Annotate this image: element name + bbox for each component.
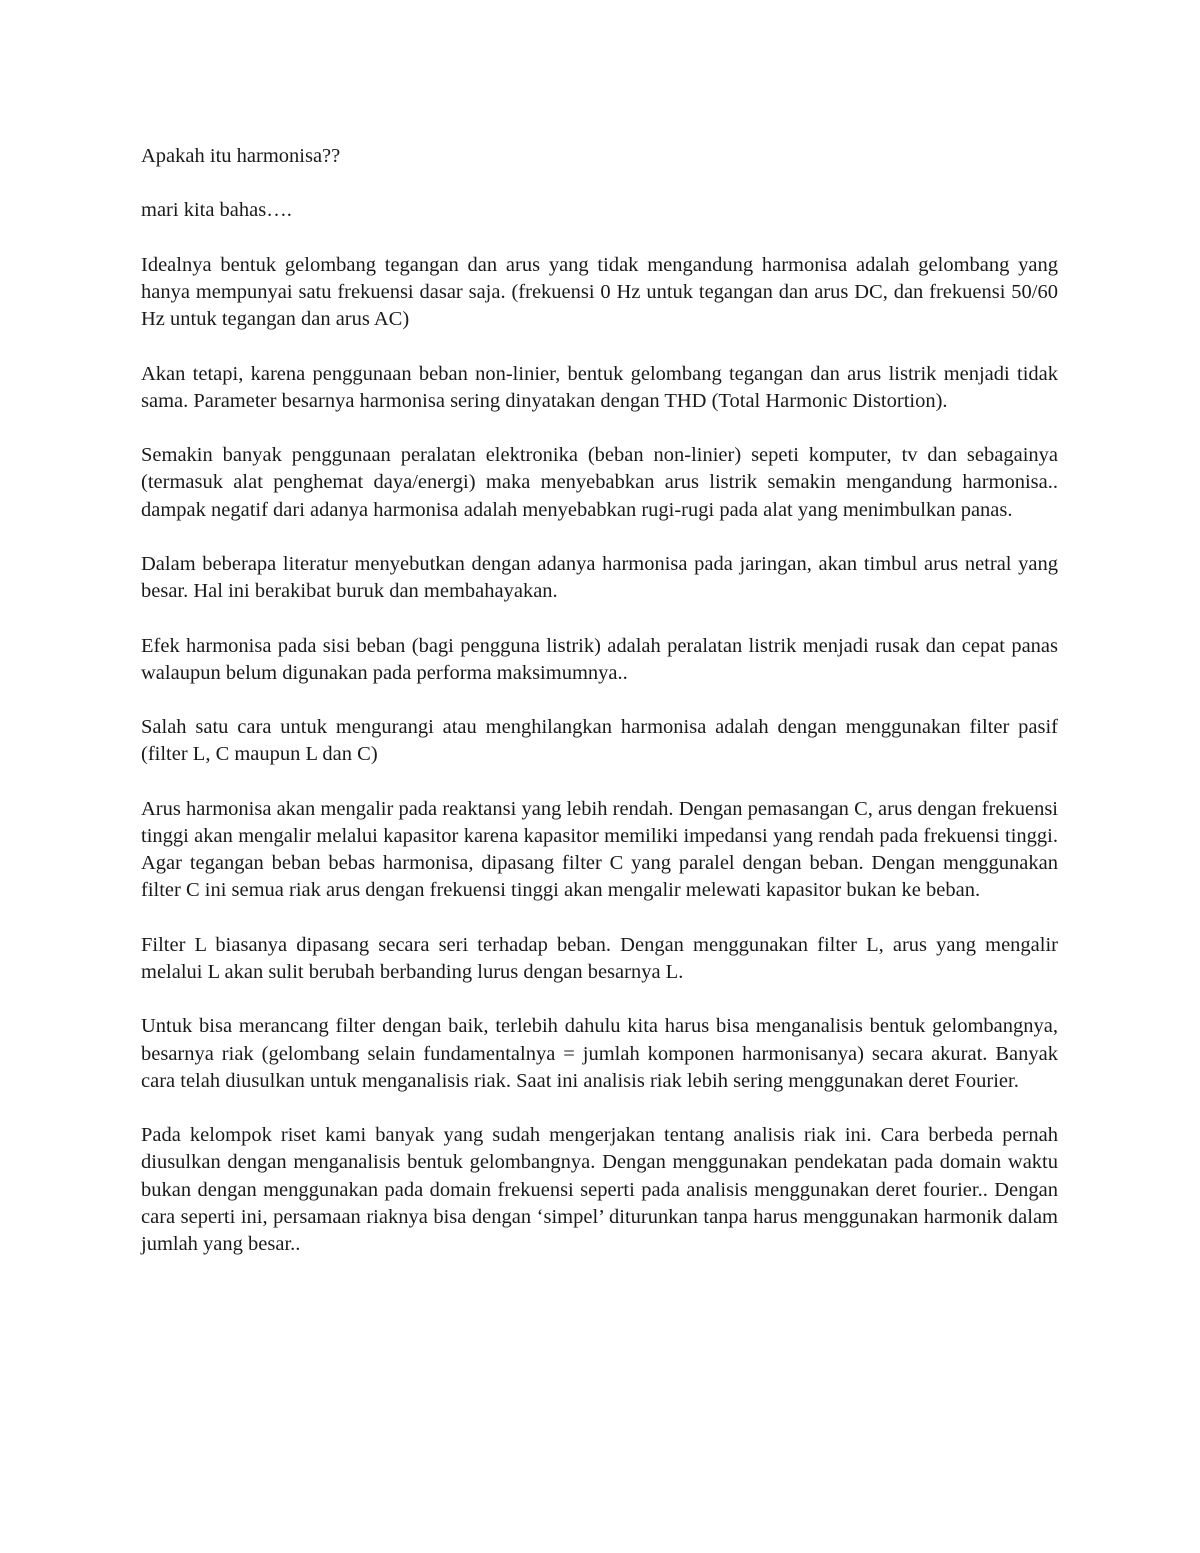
paragraph-electronics-usage: Semakin banyak penggunaan peralatan elektronika (beban non-linier) sepeti komputer, tv dan sebagainya (termasuk alat penghemat daya/energi) maka menyebabkan arus listrik semakin mengandung harmonisa.. dampak negatif dari adanya harmonisa adalah menyebabkan rugi-rugi pada alat yang menimbulkan panas. [141, 444, 1058, 521]
paragraph-ripple-analysis: Untuk bisa merancang filter dengan baik, terlebih dahulu kita harus bisa menganalisis bentuk gelombangnya, besarnya riak (gelombang selain fundamentalnya = jumlah komponen harmonisanya) secara akurat. Banyak cara telah diusulkan untuk menganalisis riak. Saat ini analisis riak lebih sering menggunakan deret Fourier. [141, 1015, 1058, 1092]
paragraph-passive-filter: Salah satu cara untuk mengurangi atau menghilangkan harmonisa adalah dengan menggunakan filter pasif (filter L, C maupun L dan C) [141, 716, 1058, 766]
paragraph-load-effect: Efek harmonisa pada sisi beban (bagi pengguna listrik) adalah peralatan listrik menjadi rusak dan cepat panas walaupun belum digunakan pada performa maksimumnya.. [141, 634, 1058, 684]
paragraph-title-question: Apakah itu harmonisa?? [141, 145, 341, 167]
paragraph-non-linear-load: Akan tetapi, karena penggunaan beban non-linier, bentuk gelombang tegangan dan arus listrik menjadi tidak sama. Parameter besarnya harmonisa sering dinyatakan dengan THD (Total Harmonic Distortion). [141, 362, 1058, 412]
paragraph-research-group: Pada kelompok riset kami banyak yang sudah mengerjakan tentang analisis riak ini. Cara berbeda pernah diusulkan dengan menganalisis bentuk gelombangnya. Dengan menggunakan pendekatan pada domain waktu bukan dengan menggunakan pada domain frekuensi seperti pada analisis menggunakan deret fourier.. Dengan cara seperti ini, persamaan riaknya bisa dengan ‘simpel’ diturunkan tanpa harus menggunakan harmonik dalam jumlah yang besar.. [141, 1124, 1058, 1255]
document-body [141, 143, 1058, 1285]
paragraph-inductor-filter: Filter L biasanya dipasang secara seri terhadap beban. Dengan menggunakan filter L, arus yang mengalir melalui L akan sulit berubah berbanding lurus dengan besarnya L. [141, 933, 1058, 983]
paragraph-intro: mari kita bahas…. [141, 199, 292, 222]
paragraph-ideal-waveform: Idealnya bentuk gelombang tegangan dan arus yang tidak mengandung harmonisa adalah gelombang yang hanya mempunyai satu frekuensi dasar saja. (frekuensi 0 Hz untuk tegangan dan arus DC, dan frekuensi 50/60 Hz untuk tegangan dan arus AC) [141, 253, 1058, 331]
paragraph-neutral-current: Dalam beberapa literatur menyebutkan dengan adanya harmonisa pada jaringan, akan timbul arus netral yang besar. Hal ini berakibat buruk dan membahayakan. [141, 552, 1058, 603]
paragraph-capacitor-filter: Arus harmonisa akan mengalir pada reaktansi yang lebih rendah. Dengan pemasangan C, arus dengan frekuensi tinggi akan mengalir melalui kapasitor karena kapasitor memiliki impedansi yang rendah pada frekuensi tinggi. Agar tegangan beban bebas harmonisa, dipasang filter C yang paralel dengan beban. Dengan menggunakan filter C ini semua riak arus dengan frekuensi tinggi akan mengalir melewati kapasitor bukan ke beban. [141, 797, 1058, 902]
